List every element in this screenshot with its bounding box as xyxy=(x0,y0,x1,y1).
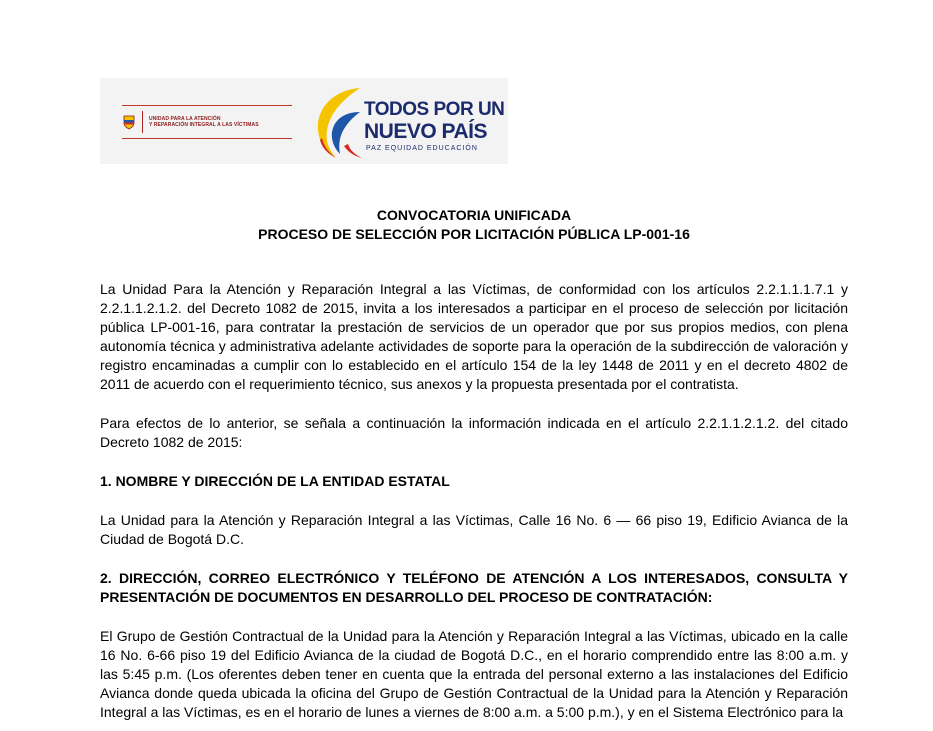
intro-paragraph: La Unidad Para la Atención y Reparación Integral a las Víctimas, de conformidad con los artículos 2.2.1.1.1.7.1 y 2.2.1.1.2.1.2. del Decreto 1082 de 2015, invita a los interesados a participar en el proceso de selección por licitación pública LP-001-16, para contratar la prestación de servicios de un operador que por sus propios medios, con plena autonomía técnica y administrativa adelante actividades de soporte para la operación de la subdirección de valoración y registro encaminadas a cumplir con lo establecido en el artículo 154 de la ley 1448 de 2011 y en el decreto 4802 de 2011 de acuerdo con el requerimiento técnico, sus anexos y la propuesta presentada por el contratista. xyxy=(100,281,848,392)
effects-paragraph: Para efectos de lo anterior, se señala a continuación la información indicada en el artículo 2.2.1.1.2.1.2. del citado Decreto 1082 de 2015: xyxy=(100,415,848,450)
section2-paragraph: El Grupo de Gestión Contractual de la Unidad para la Atención y Reparación Integral a las Víctimas, ubicado en la calle 16 No. 6-66 piso 19 del Edificio Avianca de la ciudad de Bogotá D.C., en el horario comprendido entre las 8:00 a.m. y las 5:45 p.m. (Los oferentes deben tener en cuenta que la entrada del personal externo a las instalaciones del Edificio Avianca donde queda ubicada la oficina del Grupo de Gestión Contractual de la Unidad para la Atención y Reparación Integral a las Víctimas, es en el horario de lunes a viernes de 8:00 a.m. a 5:00 p.m.), y en el Sistema Electrónico para la xyxy=(100,628,848,720)
document-body xyxy=(100,206,848,722)
colombia-swoosh-icon xyxy=(310,82,372,160)
section1-paragraph: La Unidad para la Atención y Reparación Integral a las Víctimas, Calle 16 No. 6 — 66 piso 19, Edificio Avianca de la Ciudad de Bogotá D.C. xyxy=(100,512,848,547)
document-title-line1: CONVOCATORIA UNIFICADA xyxy=(376,207,572,223)
gov-logo-line2: NUEVO PAÍS xyxy=(364,120,487,143)
gov-logo-tagline: PAZ EQUIDAD EDUCACIÓN xyxy=(366,145,478,152)
document-title-line2: PROCESO DE SELECCIÓN POR LICITACIÓN PÚBLICA LP-001-16 xyxy=(258,226,690,242)
logo-divider-bottom xyxy=(122,138,292,139)
header-logo-band xyxy=(100,78,508,164)
entity-logo-separator xyxy=(142,111,143,133)
government-logo xyxy=(310,82,505,160)
entity-logo-text xyxy=(149,116,259,128)
section1-heading: 1. NOMBRE Y DIRECCIÓN DE LA ENTIDAD ESTATAL xyxy=(100,473,450,489)
entity-logo-line2: Y REPARACIÓN INTEGRAL A LAS VÍCTIMAS xyxy=(149,122,259,128)
entity-logo xyxy=(122,105,290,139)
gov-logo-line1: TODOS POR UN xyxy=(364,99,505,120)
coat-of-arms-icon xyxy=(122,114,136,130)
section2-heading: 2. DIRECCIÓN, CORREO ELECTRÓNICO Y TELÉFONO DE ATENCIÓN A LOS INTERESADOS, CONSULTA Y PRESENTACIÓN DE DOCUMENTOS EN DESARROLLO DEL PROCESO DE CONTRATACIÓN: xyxy=(100,570,848,605)
entity-logo-line1: UNIDAD PARA LA ATENCIÓN xyxy=(149,116,221,122)
